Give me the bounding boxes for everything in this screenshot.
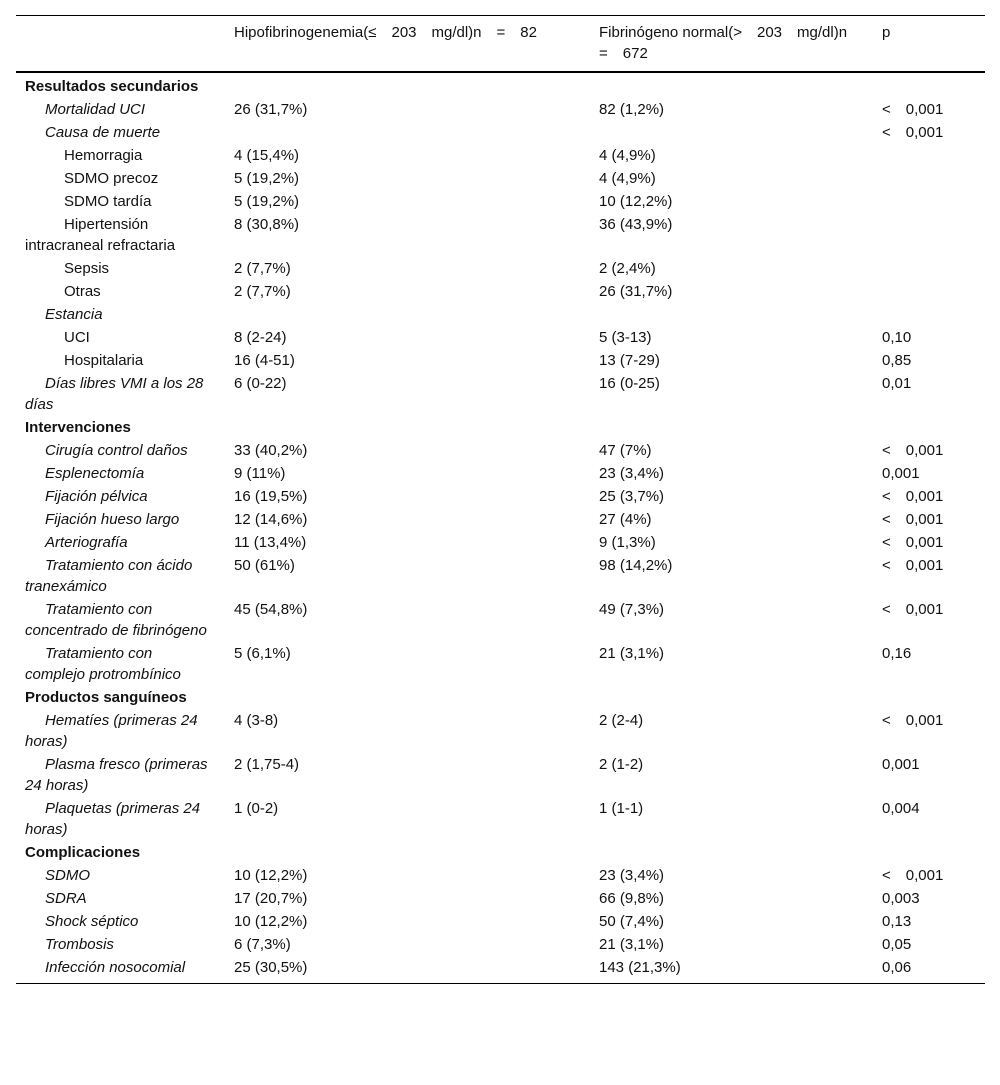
cell-normal: 50 (7,4%) xyxy=(599,913,665,930)
cell-hypo: 6 (0-22) xyxy=(234,375,287,392)
cell-hypo xyxy=(225,841,590,864)
row-label: Cirugía control daños xyxy=(45,442,188,459)
cell-hypo xyxy=(225,303,590,326)
cell-p: 0,05 xyxy=(882,936,912,953)
cell-hypo: 25 (30,5%) xyxy=(234,959,308,976)
row-label: Plaquetas (primeras 24 horas) xyxy=(25,800,201,838)
cell-p: 0,001 xyxy=(882,756,920,773)
section-row xyxy=(16,841,985,864)
cell-normal: 36 (43,9%) xyxy=(599,216,673,233)
cell-normal: 47 (7%) xyxy=(599,442,652,459)
cell-p: < 0,001 xyxy=(882,557,944,574)
row-label: Hematíes (primeras 24 horas) xyxy=(25,712,198,750)
table-row xyxy=(16,257,985,280)
results-table xyxy=(16,15,985,984)
row-label: Plasma fresco (primeras 24 horas) xyxy=(25,756,208,794)
cell-p: < 0,001 xyxy=(882,488,944,505)
row-label: Días libres VMI a los 28 días xyxy=(25,375,204,413)
table-row xyxy=(16,887,985,910)
row-label: Tratamiento con ácido tranexámico xyxy=(25,557,193,595)
cell-p xyxy=(873,303,985,326)
cell-p: 0,001 xyxy=(882,465,920,482)
table-row xyxy=(16,531,985,554)
cell-normal: 23 (3,4%) xyxy=(599,465,665,482)
table-row xyxy=(16,709,985,753)
cell-p xyxy=(873,280,985,303)
row-label: Trombosis xyxy=(45,936,114,953)
row-label: Esplenectomía xyxy=(45,465,145,482)
row-label: Sepsis xyxy=(64,260,110,277)
table-row xyxy=(16,797,985,841)
cell-hypo: 26 (31,7%) xyxy=(234,101,308,118)
row-label: Causa de muerte xyxy=(45,124,161,141)
row-label: Fijación pélvica xyxy=(45,488,148,505)
cell-normal: 10 (12,2%) xyxy=(599,193,673,210)
header-hypofibrinogenemia: Hipofibrinogenemia(≤ 203 mg/dl)n = 82 xyxy=(234,24,537,41)
cell-p: < 0,001 xyxy=(882,601,944,618)
cell-hypo xyxy=(225,416,590,439)
table-row xyxy=(16,753,985,797)
section-title: Resultados secundarios xyxy=(25,78,199,95)
section-title: Productos sanguíneos xyxy=(25,689,187,706)
cell-normal xyxy=(590,303,873,326)
row-label: Infección nosocomial xyxy=(45,959,186,976)
cell-normal: 4 (4,9%) xyxy=(599,170,656,187)
row-label: SDMO xyxy=(45,867,90,884)
cell-p: < 0,001 xyxy=(882,511,944,528)
cell-normal: 21 (3,1%) xyxy=(599,936,665,953)
cell-hypo: 4 (3-8) xyxy=(234,712,279,729)
cell-normal: 25 (3,7%) xyxy=(599,488,665,505)
cell-hypo: 10 (12,2%) xyxy=(234,913,308,930)
cell-p: 0,06 xyxy=(882,959,912,976)
table-row xyxy=(16,933,985,956)
cell-normal xyxy=(590,841,873,864)
cell-p: 0,13 xyxy=(882,913,912,930)
row-label: Fijación hueso largo xyxy=(45,511,180,528)
table-row xyxy=(16,190,985,213)
cell-normal: 66 (9,8%) xyxy=(599,890,665,907)
cell-hypo: 2 (1,75-4) xyxy=(234,756,300,773)
cell-hypo: 10 (12,2%) xyxy=(234,867,308,884)
table-row xyxy=(16,598,985,642)
cell-p: 0,003 xyxy=(882,890,920,907)
table-row xyxy=(16,910,985,933)
cell-hypo: 12 (14,6%) xyxy=(234,511,308,528)
row-label: Estancia xyxy=(45,306,103,323)
cell-p: 0,16 xyxy=(882,645,912,662)
cell-hypo: 33 (40,2%) xyxy=(234,442,308,459)
cell-p xyxy=(873,190,985,213)
cell-normal: 9 (1,3%) xyxy=(599,534,656,551)
cell-hypo: 6 (7,3%) xyxy=(234,936,291,953)
row-label: SDMO precoz xyxy=(64,170,159,187)
header-label-column xyxy=(16,16,225,73)
cell-hypo: 11 (13,4%) xyxy=(234,534,307,551)
cell-hypo: 5 (6,1%) xyxy=(234,645,291,662)
cell-p xyxy=(873,416,985,439)
row-label: SDMO tardía xyxy=(64,193,152,210)
row-label: Otras xyxy=(64,283,101,300)
cell-p xyxy=(873,167,985,190)
row-label: Shock séptico xyxy=(45,913,139,930)
cell-normal: 5 (3-13) xyxy=(599,329,652,346)
cell-normal: 2 (2,4%) xyxy=(599,260,656,277)
cell-p: 0,01 xyxy=(882,375,912,392)
table-row xyxy=(16,326,985,349)
cell-normal: 27 (4%) xyxy=(599,511,652,528)
cell-normal: 143 (21,3%) xyxy=(599,959,681,976)
row-label: Tratamiento con complejo protrombínico xyxy=(25,645,181,683)
cell-hypo: 1 (0-2) xyxy=(234,800,279,817)
cell-hypo: 2 (7,7%) xyxy=(234,260,291,277)
cell-p xyxy=(873,213,985,257)
cell-normal xyxy=(590,416,873,439)
table-row xyxy=(16,372,985,416)
cell-hypo: 4 (15,4%) xyxy=(234,147,300,164)
row-label: Hipertensión intracraneal refractaria xyxy=(25,216,176,254)
cell-hypo: 16 (4-51) xyxy=(234,352,295,369)
cell-hypo: 2 (7,7%) xyxy=(234,283,291,300)
table-row xyxy=(16,167,985,190)
cell-p: < 0,001 xyxy=(882,101,944,118)
cell-p: < 0,001 xyxy=(882,534,944,551)
cell-p xyxy=(873,72,985,98)
table-row xyxy=(16,439,985,462)
header-row xyxy=(16,16,985,73)
cell-hypo: 16 (19,5%) xyxy=(234,488,308,505)
cell-normal: 16 (0-25) xyxy=(599,375,660,392)
cell-hypo: 8 (2-24) xyxy=(234,329,287,346)
cell-normal: 49 (7,3%) xyxy=(599,601,665,618)
table-row xyxy=(16,462,985,485)
table-row xyxy=(16,864,985,887)
table-row xyxy=(16,642,985,686)
cell-p xyxy=(873,686,985,709)
cell-normal: 98 (14,2%) xyxy=(599,557,673,574)
table-row xyxy=(16,508,985,531)
section-row xyxy=(16,72,985,98)
table-row xyxy=(16,144,985,167)
cell-normal xyxy=(590,686,873,709)
section-row xyxy=(16,416,985,439)
cell-p: < 0,001 xyxy=(882,124,944,141)
cell-hypo: 50 (61%) xyxy=(234,557,295,574)
cell-p xyxy=(873,257,985,280)
cell-p: 0,85 xyxy=(882,352,912,369)
cell-p: 0,004 xyxy=(882,800,920,817)
cell-p: < 0,001 xyxy=(882,442,944,459)
cell-normal: 2 (1-2) xyxy=(599,756,644,773)
row-label: Hospitalaria xyxy=(64,352,144,369)
row-label: Hemorragia xyxy=(64,147,143,164)
table-row xyxy=(16,213,985,257)
cell-p xyxy=(873,144,985,167)
cell-normal: 23 (3,4%) xyxy=(599,867,665,884)
header-normal-fibrinogen: Fibrinógeno normal(> 203 mg/dl)n = 672 xyxy=(599,24,863,62)
table-row xyxy=(16,121,985,144)
cell-normal: 21 (3,1%) xyxy=(599,645,665,662)
row-label: Mortalidad UCI xyxy=(45,101,146,118)
row-label: SDRA xyxy=(45,890,87,907)
cell-normal: 13 (7-29) xyxy=(599,352,660,369)
cell-hypo xyxy=(225,686,590,709)
row-label: Tratamiento con concentrado de fibrinógeno xyxy=(25,601,207,639)
table-row xyxy=(16,349,985,372)
cell-normal: 26 (31,7%) xyxy=(599,283,673,300)
cell-p: < 0,001 xyxy=(882,712,944,729)
cell-normal xyxy=(590,72,873,98)
cell-normal: 1 (1-1) xyxy=(599,800,644,817)
table-row xyxy=(16,554,985,598)
section-row xyxy=(16,686,985,709)
cell-hypo xyxy=(225,121,590,144)
cell-normal xyxy=(590,121,873,144)
cell-normal: 82 (1,2%) xyxy=(599,101,665,118)
table-row xyxy=(16,956,985,984)
table-row xyxy=(16,303,985,326)
cell-hypo xyxy=(225,72,590,98)
cell-normal: 2 (2-4) xyxy=(599,712,644,729)
section-title: Intervenciones xyxy=(25,419,131,436)
table-row xyxy=(16,280,985,303)
cell-hypo: 5 (19,2%) xyxy=(234,170,300,187)
cell-hypo: 8 (30,8%) xyxy=(234,216,300,233)
cell-p: 0,10 xyxy=(882,329,912,346)
cell-hypo: 9 (11%) xyxy=(234,465,286,482)
cell-hypo: 45 (54,8%) xyxy=(234,601,308,618)
row-label: Arteriografía xyxy=(45,534,128,551)
header-p-value: p xyxy=(882,24,891,41)
cell-hypo: 5 (19,2%) xyxy=(234,193,300,210)
row-label: UCI xyxy=(64,329,90,346)
table-row xyxy=(16,485,985,508)
cell-p xyxy=(873,841,985,864)
cell-hypo: 17 (20,7%) xyxy=(234,890,308,907)
cell-normal: 4 (4,9%) xyxy=(599,147,656,164)
section-title: Complicaciones xyxy=(25,844,141,861)
table-row xyxy=(16,98,985,121)
cell-p: < 0,001 xyxy=(882,867,944,884)
